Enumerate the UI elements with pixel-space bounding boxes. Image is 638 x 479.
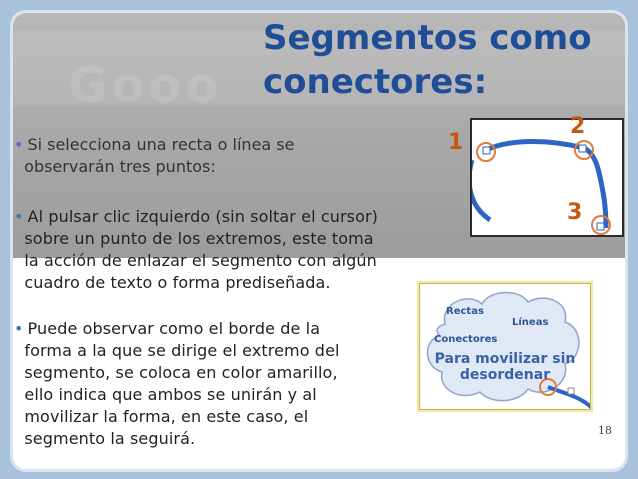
handle-1 [483, 147, 490, 154]
bullet-marker: • [14, 207, 24, 226]
bullet-3-line-5: movilizar la forma, en este caso, el [24, 407, 309, 426]
bullet-2-line-1: Al pulsar clic izquierdo (sin soltar el cursor) [27, 207, 378, 226]
shape-edge [472, 160, 490, 220]
bullet-3-line-6: segmento la seguirá. [24, 429, 196, 448]
bullet-2-line-2: sobre un punto de los extremos, este toma [24, 229, 374, 248]
bullet-marker: • [14, 319, 24, 338]
handle-2 [579, 145, 586, 152]
bullet-2-line-3: la acción de enlazar el segmento con algún [24, 251, 377, 270]
cloud-shape [420, 284, 590, 409]
bullet-3 [14, 318, 409, 450]
cloud-main-line-1: Para movilizar sin [434, 351, 576, 367]
cloud-main-text [430, 351, 580, 383]
page-number: 18 [598, 424, 612, 437]
slide-title [263, 16, 592, 104]
background-watermark: Gooo [68, 58, 223, 114]
bullet-marker: • [14, 135, 24, 154]
point-label-1: 1 [448, 130, 464, 155]
bullet-3-line-1: Puede observar como el borde de la [27, 319, 321, 338]
title-line-1: Segmentos como [263, 18, 592, 58]
cloud-figure [419, 283, 591, 410]
handle-3 [597, 223, 604, 230]
connector-segment [486, 142, 606, 229]
bullet-2 [14, 206, 454, 294]
label-conectores: Conectores [434, 334, 498, 345]
bullet-3-line-4: ello indica que ambos se unirán y al [24, 385, 317, 404]
bullet-1 [14, 134, 414, 178]
cloud-main-line-2: desordenar [459, 367, 551, 383]
bullet-1-line-2: observarán tres puntos: [24, 157, 216, 176]
bullet-3-line-3: segmento, se coloca en color amarillo, [24, 363, 338, 382]
label-lineas: Líneas [512, 317, 549, 328]
connector-illustration [472, 120, 622, 235]
bullet-2-line-4: cuadro de texto o forma prediseñada. [24, 273, 331, 292]
label-rectas: Rectas [446, 306, 484, 317]
point-label-2: 2 [570, 114, 586, 139]
bullet-1-line-1: Si selecciona una recta o línea se [27, 135, 295, 154]
connector-figure [470, 118, 624, 237]
cloud-handle [568, 388, 574, 394]
title-line-2: conectores: [263, 62, 488, 102]
point-label-3: 3 [567, 200, 583, 225]
bullet-3-line-2: forma a la que se dirige el extremo del [24, 341, 340, 360]
